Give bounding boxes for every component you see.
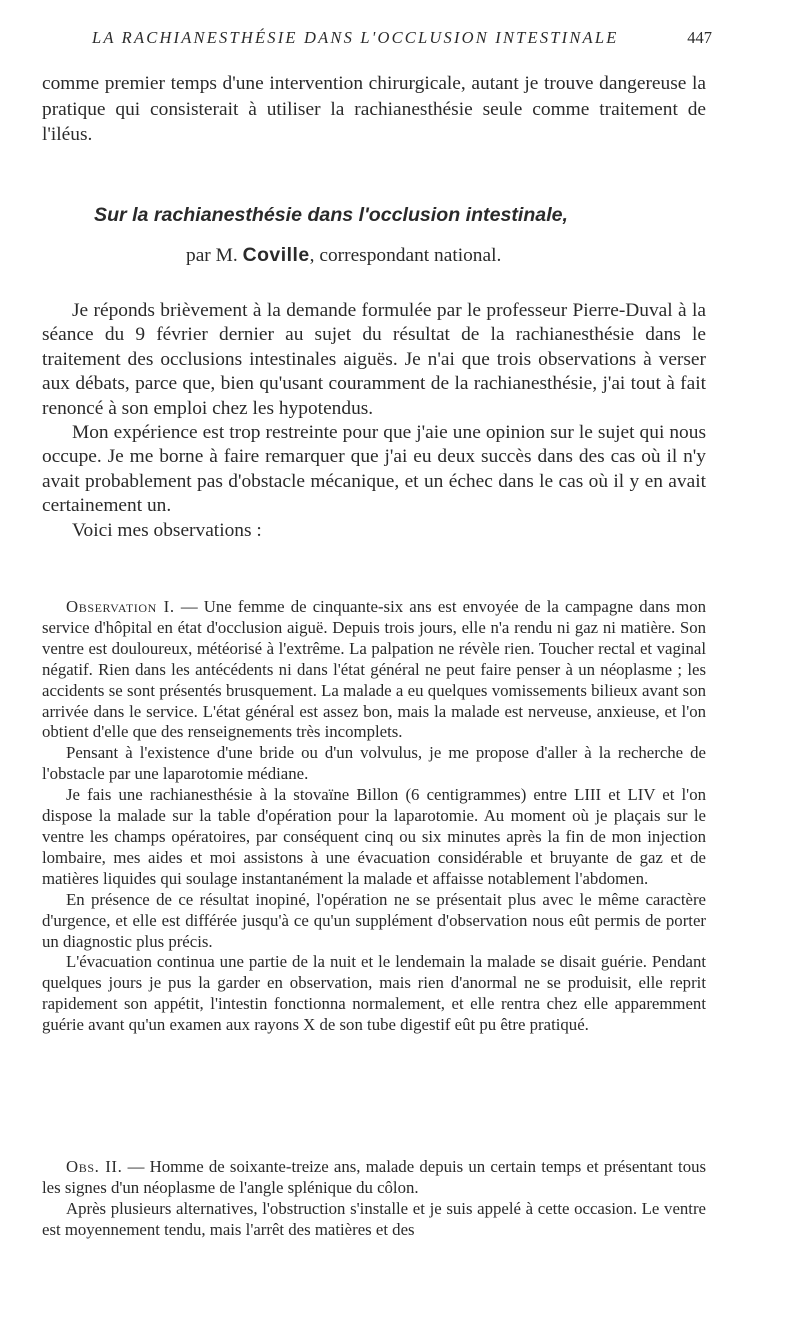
body-paragraph: Voici mes observations :: [72, 519, 262, 541]
running-head-title: LA RACHIANESTHÉSIE DANS L'OCCLUSION INTESTINALE: [92, 28, 619, 47]
observation-paragraph: Après plusieurs alternatives, l'obstruction s'installe et je suis appelé à cette occasion. Le ventre est moyennement tendu, mais l'arrêt des matières et des: [42, 1198, 706, 1239]
observation-1: [42, 597, 706, 1036]
byline-prefix: par M.: [186, 245, 238, 266]
observation-label: Obs. II.: [66, 1157, 123, 1176]
intro-paragraph: comme premier temps d'une intervention chirurgicale, autant je trouve dangereuse la pratique qui consisterait à utiliser la rachianesthésie seule comme traitement de l'iléus.: [42, 73, 706, 146]
page-number: 447: [687, 28, 712, 47]
article-title: Sur la rachianesthésie dans l'occlusion intestinale,: [94, 204, 568, 226]
article-byline: [186, 244, 686, 267]
observation-text: — Homme de soixante-treize ans, malade depuis un certain temps et présentant tous les signes d'un néoplasme de l'angle splénique du côlon.: [42, 1157, 707, 1197]
observation-paragraph: En présence de ce résultat inopiné, l'opération ne se présentait plus avec le même caractère d'urgence, et elle est différée jusqu'à ce qu'un supplément d'observation nous eût permis de porter un diagnostic plus précis.: [42, 889, 706, 951]
body-paragraph: Je réponds brièvement à la demande formulée par le professeur Pierre-Duval à la séance du 9 février dernier au sujet du résultat de la rachianesthésie dans le traitement des occlusions intestinales aiguës. Je n'ai que trois observations à verser aux débats, parce que, bien qu'usant couramment de la rachianesthésie, j'ai tout à fait renoncé à son emploi chez les hypotendus.: [42, 300, 706, 419]
observation-paragraph: [42, 597, 706, 743]
observation-paragraph: Pensant à l'existence d'une bride ou d'un volvulus, je me propose d'aller à la recherche de l'obstacle par une laparotomie médiane.: [42, 743, 706, 784]
observation-2: [42, 1157, 706, 1241]
observation-text: — Une femme de cinquante-six ans est envoyée de la campagne dans mon service d'hôpital en état d'occlusion aiguë. Depuis trois jours, elle n'a rendu ni gaz ni matière. Son ventre est douloureux, météorisé à l'extrême. La palpation ne révèle rien. Toucher rectal et vaginal négatif. Rien dans les antécédents ni dans l'état général ne peut faire penser à un néoplasme ; les accidents se sont présentés brusquement. La malade a eu quelques vomissements bilieux avant son arrivée dans le service. L'état général est assez bon, mais la malade est nerveuse, anxieuse, et l'on obtient d'elle que des renseignements très incomplets.: [42, 597, 706, 742]
observation-paragraph: Je fais une rachianesthésie à la stovaïne Billon (6 centigrammes) entre LIII et LIV et l'on dispose la malade sur la table d'opération pour la laparotomie. Au moment où je plaçais sur le ventre les champs opératoires, par conséquent cinq ou six minutes après la fin de mon injection lombaire, mes aides et moi assistons à une évacuation considérable et bruyante de gaz et de matières liquides qui soulage instantanément la malade et affaisse notablement l'abdomen.: [42, 785, 706, 888]
body-paragraph: Mon expérience est trop restreinte pour que j'aie une opinion sur le sujet qui nous occupe. Je me borne à faire remarquer que j'ai eu deux succès dans des cas où il n'y avait probablement pas d'obstacle mécanique, et un échec dans le cas où il y en avait certainement un.: [42, 422, 706, 517]
observation-label: Observation I.: [66, 597, 175, 616]
running-head: [92, 28, 712, 48]
observation-paragraph: L'évacuation continua une partie de la nuit et le lendemain la malade se disait guérie. Pendant quelques jours je pus la garder en observation, mais rien d'anormal ne se produisit, elle reprit rapidement son appétit, l'intestin fonctionna normalement, et elle rentra chez elle apparemment guérie avant qu'un examen aux rayons X de son tube digestif eût pu être pratiqué.: [42, 952, 706, 1035]
byline-author: Coville: [242, 244, 310, 266]
byline-suffix: , correspondant national.: [309, 245, 502, 266]
article-body: [42, 299, 706, 543]
observation-paragraph: [42, 1157, 706, 1199]
